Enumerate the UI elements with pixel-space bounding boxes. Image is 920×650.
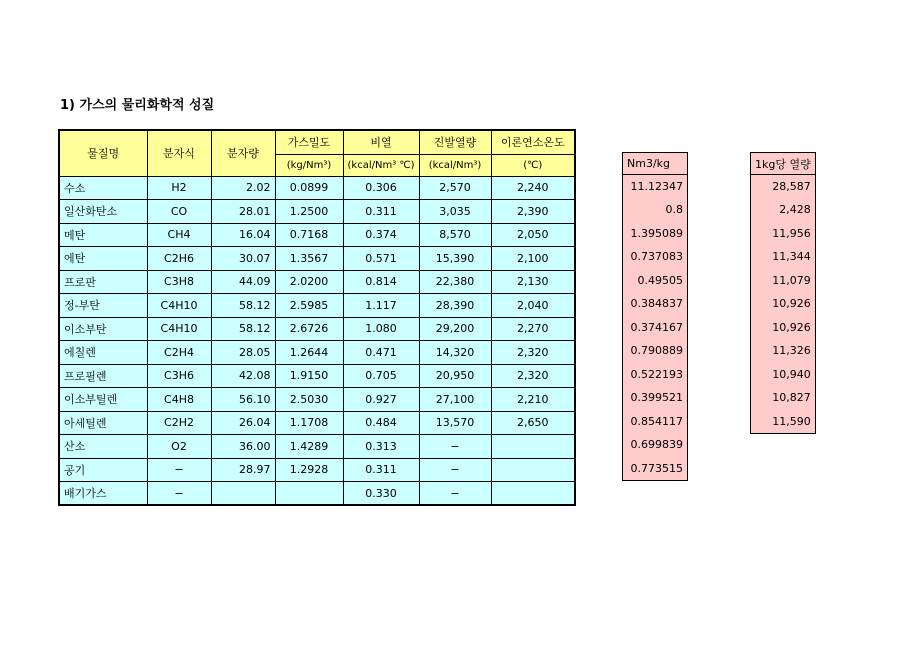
table-cell: 2.0200 bbox=[275, 270, 343, 294]
table-cell: 20,950 bbox=[419, 364, 491, 388]
table-cell: 2,270 bbox=[491, 317, 575, 341]
table-cell: C2H6 bbox=[147, 247, 211, 271]
list-item bbox=[623, 222, 688, 246]
table-cell: C2H2 bbox=[147, 411, 211, 435]
table-row bbox=[59, 223, 575, 247]
list-item bbox=[623, 339, 688, 363]
table-cell: C4H10 bbox=[147, 317, 211, 341]
table-row bbox=[59, 411, 575, 435]
table-cell: 아세틸렌 bbox=[59, 411, 147, 435]
table-cell: 프로판 bbox=[59, 270, 147, 294]
list-item bbox=[623, 363, 688, 387]
nm3-value: 0.399521 bbox=[623, 386, 688, 410]
table-cell: 28.97 bbox=[211, 458, 275, 482]
table-cell: 14,320 bbox=[419, 341, 491, 365]
nm3-value: 0.854117 bbox=[623, 410, 688, 434]
table-cell: 0.705 bbox=[343, 364, 419, 388]
list-item bbox=[751, 292, 816, 316]
table-cell: 2,040 bbox=[491, 294, 575, 318]
header-density: 가스밀도 bbox=[275, 130, 343, 154]
kg-value: 2,428 bbox=[751, 198, 816, 222]
table-cell: 15,390 bbox=[419, 247, 491, 271]
table-cell: 56.10 bbox=[211, 388, 275, 412]
table-row bbox=[59, 247, 575, 271]
nm3-value: 1.395089 bbox=[623, 222, 688, 246]
table-row bbox=[59, 176, 575, 200]
table-cell: 에칠렌 bbox=[59, 341, 147, 365]
table-cell bbox=[275, 482, 343, 506]
table-cell: 1.4289 bbox=[275, 435, 343, 459]
table-cell: 2.5985 bbox=[275, 294, 343, 318]
nm3-per-kg-column bbox=[622, 152, 688, 481]
table-cell: 2,130 bbox=[491, 270, 575, 294]
table-cell bbox=[211, 482, 275, 506]
table-cell: 27,100 bbox=[419, 388, 491, 412]
table-cell: 58.12 bbox=[211, 294, 275, 318]
table-row bbox=[59, 364, 575, 388]
list-item bbox=[751, 175, 816, 199]
table-cell: C3H8 bbox=[147, 270, 211, 294]
table-cell: 22,380 bbox=[419, 270, 491, 294]
list-item bbox=[751, 363, 816, 387]
nm3-value: 0.790889 bbox=[623, 339, 688, 363]
table-row bbox=[59, 341, 575, 365]
list-item bbox=[751, 339, 816, 363]
table-row bbox=[59, 435, 575, 459]
table-cell: CH4 bbox=[147, 223, 211, 247]
table-cell: 0.311 bbox=[343, 200, 419, 224]
list-item bbox=[623, 245, 688, 269]
table-cell: 산소 bbox=[59, 435, 147, 459]
table-cell: 1.3567 bbox=[275, 247, 343, 271]
table-cell: 28,390 bbox=[419, 294, 491, 318]
nm3-value: 0.522193 bbox=[623, 363, 688, 387]
table-cell: 2,100 bbox=[491, 247, 575, 271]
table-row bbox=[59, 458, 575, 482]
kg-value: 11,590 bbox=[751, 410, 816, 434]
table-cell: 44.09 bbox=[211, 270, 275, 294]
table-cell: 2,240 bbox=[491, 176, 575, 200]
table-cell: 16.04 bbox=[211, 223, 275, 247]
table-cell: 0.471 bbox=[343, 341, 419, 365]
table-cell bbox=[491, 458, 575, 482]
table-cell: C4H8 bbox=[147, 388, 211, 412]
nm3-value: 0.737083 bbox=[623, 245, 688, 269]
table-cell: 2,320 bbox=[491, 341, 575, 365]
kg-value: 28,587 bbox=[751, 175, 816, 199]
table-cell: 배기가스 bbox=[59, 482, 147, 506]
table-cell: 2.02 bbox=[211, 176, 275, 200]
table-cell: H2 bbox=[147, 176, 211, 200]
table-cell: 1.2500 bbox=[275, 200, 343, 224]
gas-properties-table bbox=[58, 129, 576, 506]
table-cell: − bbox=[147, 482, 211, 506]
table-cell: 0.7168 bbox=[275, 223, 343, 247]
kg-header: 1kg당 열량 bbox=[751, 153, 816, 175]
nm3-header: Nm3/kg bbox=[623, 153, 688, 175]
list-item bbox=[751, 386, 816, 410]
nm3-value: 0.49505 bbox=[623, 269, 688, 293]
kg-value: 11,956 bbox=[751, 222, 816, 246]
table-cell: 0.313 bbox=[343, 435, 419, 459]
table-cell: 2.6726 bbox=[275, 317, 343, 341]
table-row bbox=[59, 200, 575, 224]
header-substance: 물질명 bbox=[59, 130, 147, 176]
header-formula: 분자식 bbox=[147, 130, 211, 176]
table-cell: 0.484 bbox=[343, 411, 419, 435]
header-heating-value: 진발열량 bbox=[419, 130, 491, 154]
table-cell: 36.00 bbox=[211, 435, 275, 459]
table-cell: C4H10 bbox=[147, 294, 211, 318]
header-molecular-weight: 분자량 bbox=[211, 130, 275, 176]
table-row bbox=[59, 317, 575, 341]
table-cell: 1.117 bbox=[343, 294, 419, 318]
nm3-value: 0.773515 bbox=[623, 457, 688, 481]
table-cell: C2H4 bbox=[147, 341, 211, 365]
table-cell: 13,570 bbox=[419, 411, 491, 435]
list-item bbox=[623, 386, 688, 410]
list-item bbox=[623, 198, 688, 222]
table-cell: 메탄 bbox=[59, 223, 147, 247]
table-cell: 3,035 bbox=[419, 200, 491, 224]
list-item bbox=[751, 410, 816, 434]
table-row bbox=[59, 388, 575, 412]
table-cell: 42.08 bbox=[211, 364, 275, 388]
table-cell: O2 bbox=[147, 435, 211, 459]
unit-heating-value: (kcal/Nm³) bbox=[419, 154, 491, 176]
nm3-value: 0.384837 bbox=[623, 292, 688, 316]
list-item bbox=[751, 269, 816, 293]
table-cell: 2.5030 bbox=[275, 388, 343, 412]
list-item bbox=[623, 292, 688, 316]
list-item bbox=[623, 457, 688, 481]
table-row bbox=[59, 270, 575, 294]
table-cell: 0.311 bbox=[343, 458, 419, 482]
header-combustion-temp: 이론연소온도 bbox=[491, 130, 575, 154]
table-cell: 28.01 bbox=[211, 200, 275, 224]
table-cell: 58.12 bbox=[211, 317, 275, 341]
table-cell: 0.814 bbox=[343, 270, 419, 294]
list-item bbox=[623, 316, 688, 340]
table-cell: 2,650 bbox=[491, 411, 575, 435]
kg-value: 10,926 bbox=[751, 292, 816, 316]
table-cell: 공기 bbox=[59, 458, 147, 482]
table-cell: 0.927 bbox=[343, 388, 419, 412]
table-cell: 일산화탄소 bbox=[59, 200, 147, 224]
table-cell: 2,570 bbox=[419, 176, 491, 200]
kg-value: 10,827 bbox=[751, 386, 816, 410]
table-cell: 에탄 bbox=[59, 247, 147, 271]
kg-value: 10,926 bbox=[751, 316, 816, 340]
kg-value: 11,344 bbox=[751, 245, 816, 269]
page-title: 1) 가스의 물리화학적 성질 bbox=[60, 98, 215, 113]
table-cell: 0.330 bbox=[343, 482, 419, 506]
table-cell: 2,320 bbox=[491, 364, 575, 388]
list-item bbox=[751, 222, 816, 246]
unit-density: (kg/Nm³) bbox=[275, 154, 343, 176]
table-row bbox=[59, 294, 575, 318]
table-cell: 8,570 bbox=[419, 223, 491, 247]
table-cell: 30.07 bbox=[211, 247, 275, 271]
heat-per-kg-column bbox=[750, 152, 816, 434]
table-cell: − bbox=[147, 458, 211, 482]
table-cell: 이소부탄 bbox=[59, 317, 147, 341]
table-cell: 1.2928 bbox=[275, 458, 343, 482]
unit-combustion-temp: (℃) bbox=[491, 154, 575, 176]
table-cell: 1.9150 bbox=[275, 364, 343, 388]
table-cell: − bbox=[419, 458, 491, 482]
table-cell: 1.2644 bbox=[275, 341, 343, 365]
table-cell: C3H6 bbox=[147, 364, 211, 388]
table-cell: 0.0899 bbox=[275, 176, 343, 200]
table-cell: 0.374 bbox=[343, 223, 419, 247]
table-cell: 29,200 bbox=[419, 317, 491, 341]
table-cell: 1.1708 bbox=[275, 411, 343, 435]
list-item bbox=[623, 433, 688, 457]
table-cell: CO bbox=[147, 200, 211, 224]
table-cell: − bbox=[419, 435, 491, 459]
list-item bbox=[751, 316, 816, 340]
table-cell: 프로필렌 bbox=[59, 364, 147, 388]
table-cell: 정-부탄 bbox=[59, 294, 147, 318]
list-item bbox=[751, 198, 816, 222]
header-specific-heat: 비열 bbox=[343, 130, 419, 154]
table-cell: 26.04 bbox=[211, 411, 275, 435]
list-item bbox=[623, 269, 688, 293]
table-cell: 수소 bbox=[59, 176, 147, 200]
list-item bbox=[623, 410, 688, 434]
table-cell: 2,050 bbox=[491, 223, 575, 247]
nm3-value: 11.12347 bbox=[623, 175, 688, 199]
table-cell: 2,210 bbox=[491, 388, 575, 412]
table-cell: 이소부틸렌 bbox=[59, 388, 147, 412]
unit-specific-heat: (kcal/Nm³ ℃) bbox=[343, 154, 419, 176]
kg-value: 11,079 bbox=[751, 269, 816, 293]
nm3-value: 0.374167 bbox=[623, 316, 688, 340]
kg-value: 10,940 bbox=[751, 363, 816, 387]
table-cell: − bbox=[419, 482, 491, 506]
table-cell: 0.306 bbox=[343, 176, 419, 200]
table-cell bbox=[491, 435, 575, 459]
table-cell: 28.05 bbox=[211, 341, 275, 365]
table-cell: 1.080 bbox=[343, 317, 419, 341]
table-cell bbox=[491, 482, 575, 506]
nm3-value: 0.8 bbox=[623, 198, 688, 222]
list-item bbox=[751, 245, 816, 269]
nm3-value: 0.699839 bbox=[623, 433, 688, 457]
kg-value: 11,326 bbox=[751, 339, 816, 363]
table-row bbox=[59, 482, 575, 506]
table-cell: 0.571 bbox=[343, 247, 419, 271]
table-cell: 2,390 bbox=[491, 200, 575, 224]
list-item bbox=[623, 175, 688, 199]
